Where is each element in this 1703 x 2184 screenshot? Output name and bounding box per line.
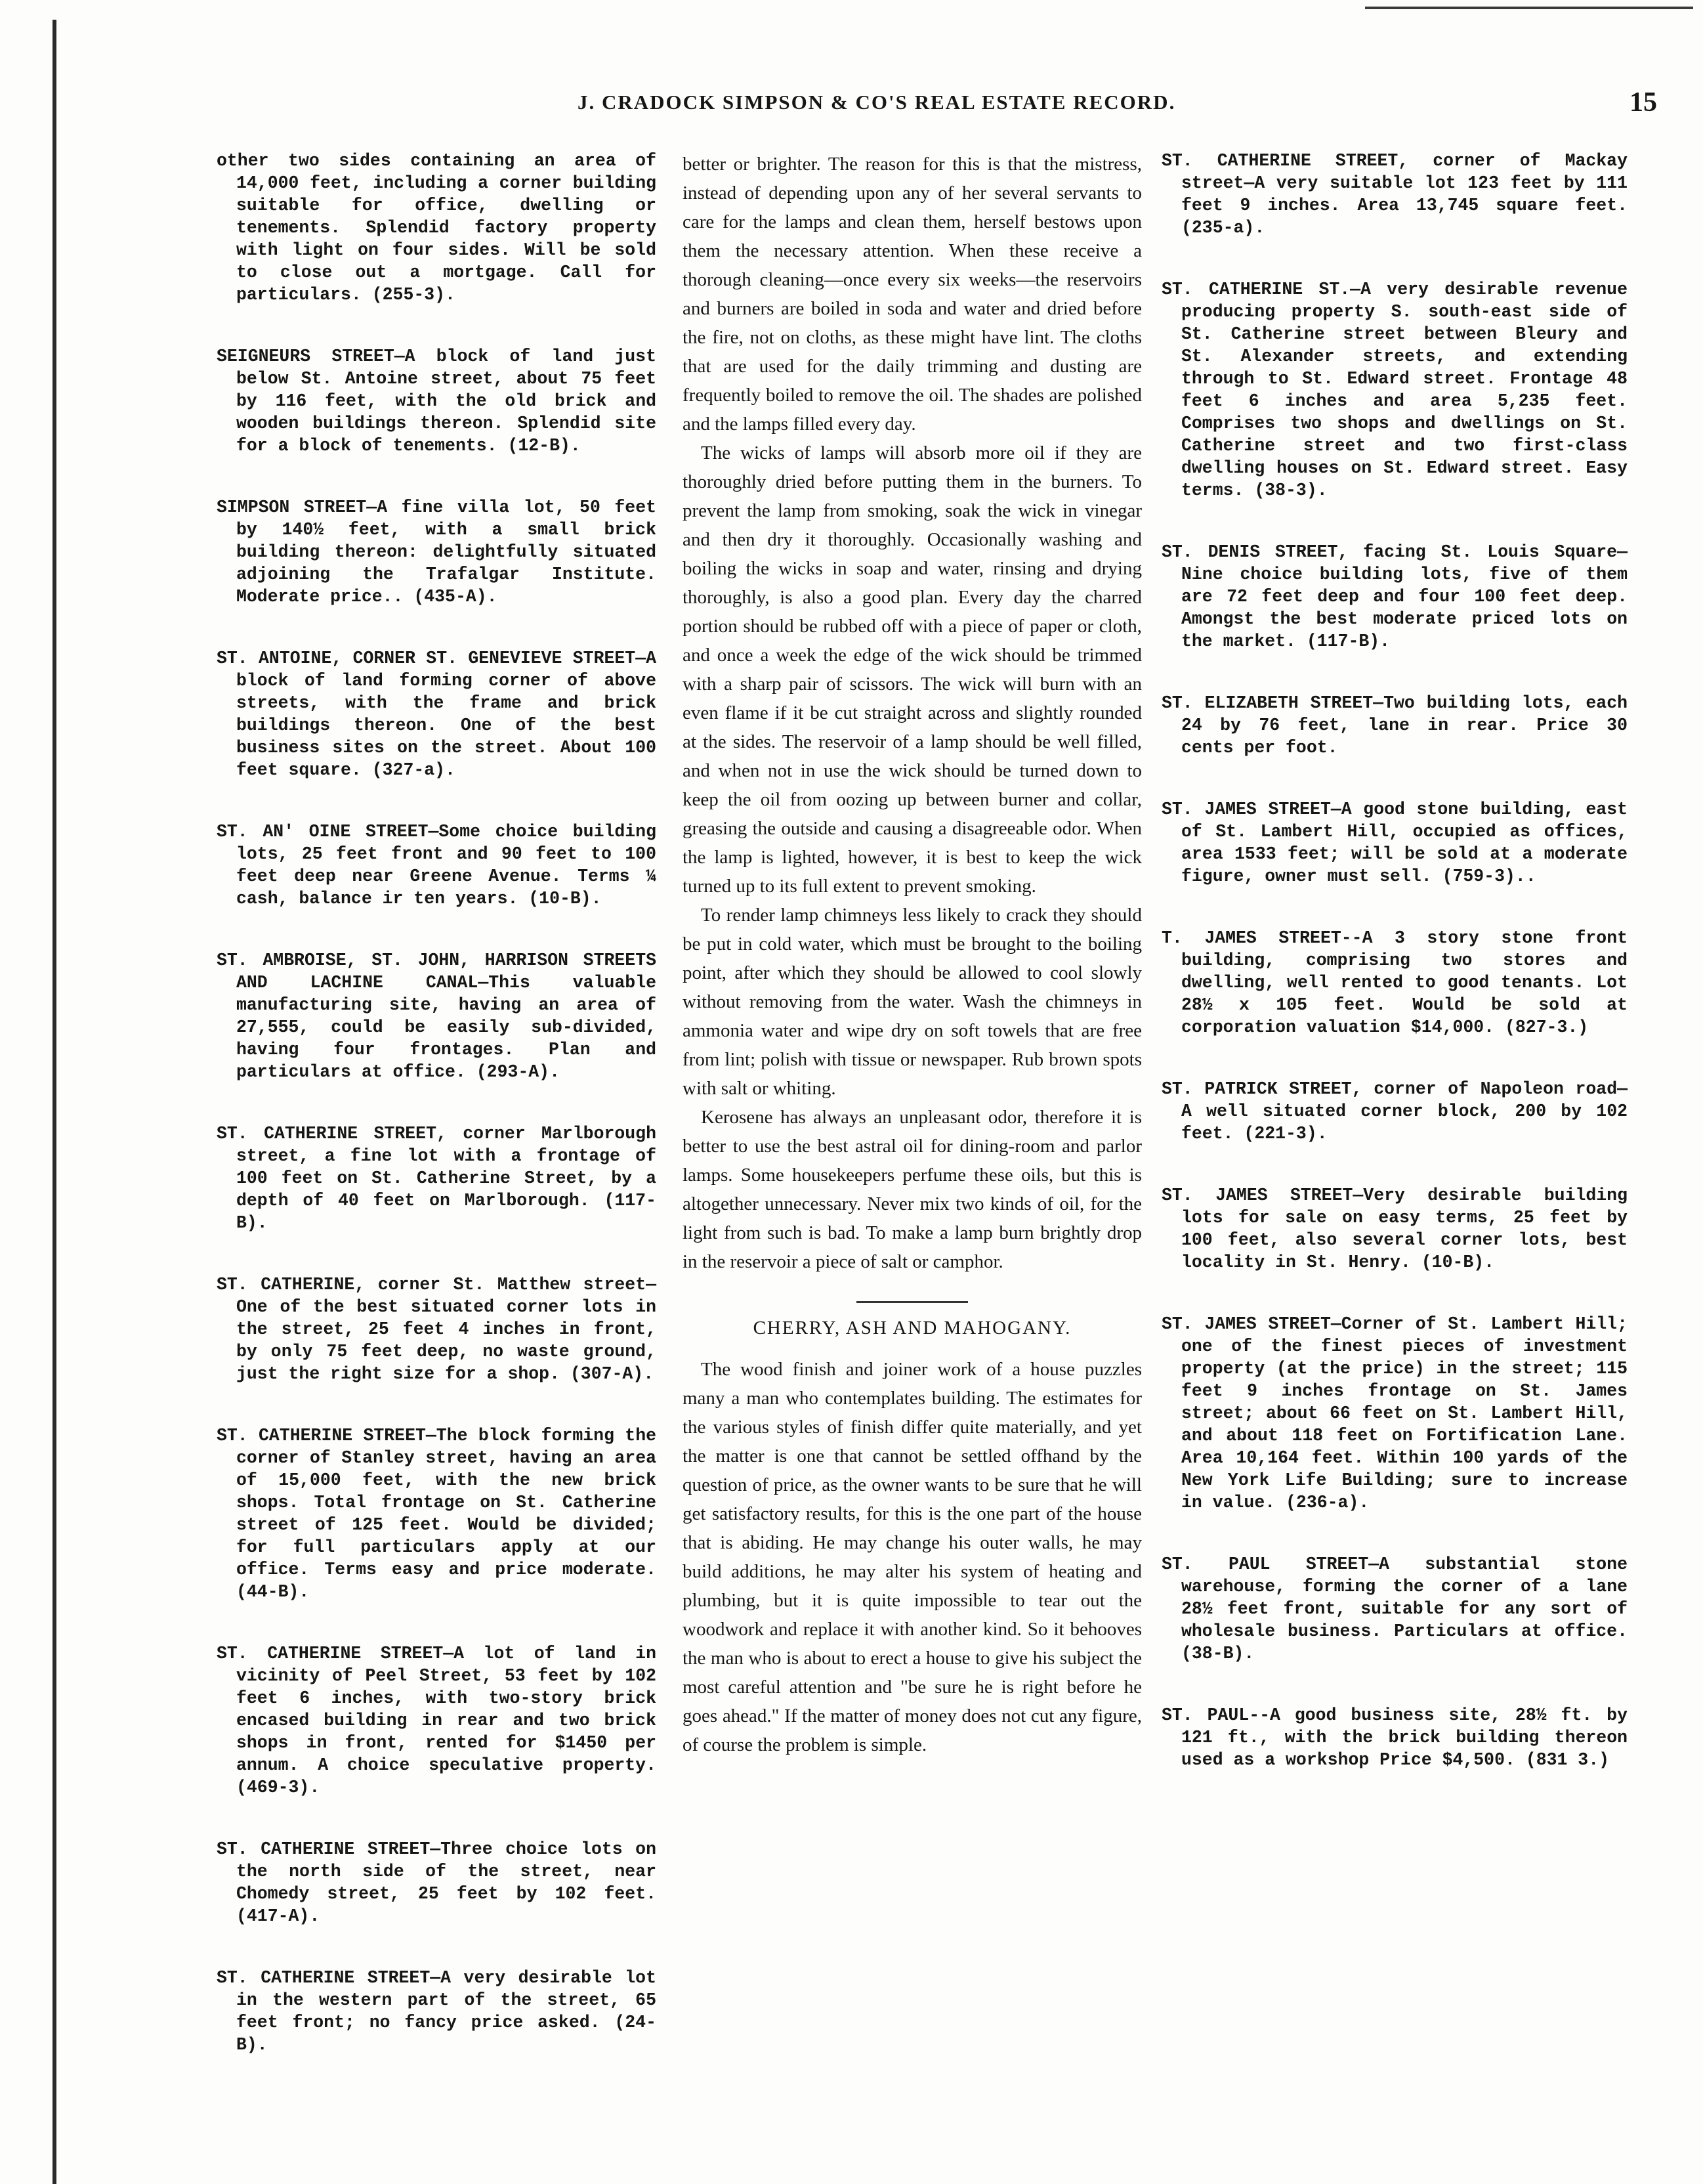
page-header [197,87,1657,130]
article-paragraph: The wicks of lamps will absorb more oil if they are thoroughly dried before putting them in the burners. To prevent the lamp from smoking, soak the wick in vinegar and then dry it thoroughly. Occasionally washing and boiling the wicks in soap and water, rinsing and drying thoroughly, is also a good plan. Every day the charred portion should be rubbed off with a piece of paper or cloth, and once a week the edge of the wick should be trimmed with a sharp pair of scissors. The wick will burn with an even flame if it be cut straight across and slightly rounded at the sides. The reservoir of a lamp should be well filled, and when not in use the wick should be turned down to keep the oil from oozing up between burner and collar, greasing the outside and causing a disagreeable odor. When the lamp is lighted, however, it is best to keep the wick turned up to its full extent to prevent smoking. [683,442,1142,897]
article-paragraph: better or brighter. The reason for this is that the mistress, instead of depending upon any of her several servants to care for the lamps and clean them, herself bestows upon them the necessary attention. When these receive a thorough cleaning—once every six weeks—the reservoirs and burners are boiled in soda and water and dried before the fire, not on cloths, as these might have lint. The cloths that are used for the daily trimming and dusting are frequently boiled to remove the oil. The shades are polished and the lamps filled every day. [683,154,1142,435]
listing [1162,278,1628,502]
listing [217,1642,656,1799]
article-paragraph: To render lamp chimneys less likely to crack they should be put in cold water, which must be brought to the boiling point, after which they should be allowed to cool slowly without removing from the water. Wash the chimneys in ammonia water and wipe dry on soft towels that are free from lint; polish with tissue or newspaper. Rub brown spots with salt or whiting. [683,905,1142,1099]
listing-head: ST. JAMES STREET [1162,800,1331,819]
listing [217,949,656,1083]
listing [217,821,656,910]
listing-body: --A good business site, 28½ ft. by 121 ft., with the brick building thereon used as a workshop Price $4,500. (831 3.) [1181,1705,1628,1770]
listing-body: —A substantial stone warehouse, forming the corner of a lane 28½ feet front, suitable for any sort of wholesale business. Particulars at office. (38-B). [1181,1554,1628,1663]
listing-head: SEIGNEURS STREET [217,347,394,366]
listing [1162,541,1628,653]
page-number: 15 [1629,87,1657,118]
column-1 [217,150,656,2095]
listing [1162,798,1628,888]
listing-body: —A very desirable revenue producing property S. south-east side of St. Catherine street between Bleury and St. Alexander streets, and extending through to St. Edward street. Frontage 48 feet 6 inches and area 5,235 feet. Comprises two shops and dwellings on St. Catherine street and two first-class dwelling houses on St. Edward street. Easy terms. (38-3). [1181,280,1628,500]
listing-head: T. JAMES STREET [1162,928,1341,948]
listing-body: --A 3 story stone front building, comprising two stores and dwelling, well rented to good tenants. Lot 28½ x 105 feet. Would be sold at corporation valuation $14,000. (827-3.) [1181,928,1628,1037]
listing-body: , corner Marlborough street, a fine lot with a frontage of 100 feet on St. Catherine Street, by a depth of 40 feet on Marlborough. (117-B). [236,1124,656,1233]
listing-body: —A fine villa lot, 50 feet by 140½ feet, with a small brick building thereon: delightfully situated adjoining the Trafalgar Institute. Moderate price.. (435-A). [236,498,657,607]
listing [1162,1078,1628,1145]
article-paragraph: The wood finish and joiner work of a house puzzles many a man who contemplates building. The estimates for the various styles of finish differ quite materially, and yet the matter is one that cannot be settled offhand by the question of price, as the owner wants to be sure that he will get satisfactory results, for this is the one part of the house that is abiding. He may change his outer walls, he may build additions, he may alter his system of heating and plumbing, but it is quite impossible to tear out the woodwork and replace it with another kind. So it behooves the man who is about to erect a house to give his subject the most careful attention and "be sure he is right before he goes ahead." If the matter of money does not cut any figure, of course the problem is simple. [683,1359,1142,1755]
listing [1162,927,1628,1038]
listing-body: —A very desirable lot in the western part of the street, 65 feet front; no fancy price asked. (24-B). [236,1968,656,2055]
page-title: J. CRADOCK SIMPSON & CO'S REAL ESTATE RECORD. [578,91,1176,114]
listing-head: ST. CATHERINE [217,1275,355,1295]
article-subheading: CHERRY, ASH AND MAHOGANY. [753,1317,1072,1338]
listing-head: ST. ANTOINE, CORNER ST. GENEVIEVE STREET [217,649,636,668]
column-3 [1162,150,1628,1810]
listing [217,647,656,781]
listing [1162,692,1628,759]
listing-body: —Three choice lots on the north side of the street, near Chomedy street, 25 feet by 102 feet. (417-A). [236,1839,656,1926]
listing [1162,150,1628,239]
listing-body: —Very desirable building lots for sale on easy terms, 25 feet by 100 feet, also several corner lots, best locality in St. Henry. (10-B). [1181,1186,1628,1272]
listing [217,150,656,306]
listing-body: —A block of land just below St. Antoine street, about 75 feet by 116 feet, with the old brick and wooden buildings thereon. Splendid site for a block of tenements. (12-B). [236,347,656,456]
listing-head: ST. AMBROISE, ST. JOHN, HARRISON STREETS AND LACHINE CANAL [217,951,656,993]
listing-head: ST. ELIZABETH STREET [1162,693,1374,713]
listing-head: ST. CATHERINE STREET [217,1968,431,1988]
listing [1162,1704,1628,1771]
listing-body: other two sides containing an area of 14,000 feet, including a corner building suitable for office, dwelling or tenements. Splendid factory property with light on four sides. Will be sold to close out a mortgage. Call for particulars. (255-3). [217,151,656,305]
listing-body: —Two building lots, each 24 by 76 feet, lane in rear. Price 30 cents per foot. [1181,693,1628,758]
listing [1162,1184,1628,1274]
listing-head: ST. PATRICK STREET [1162,1079,1352,1099]
listing [217,1123,656,1234]
section-divider [856,1301,968,1303]
listing-head: ST. PAUL [1162,1705,1250,1725]
listing-head: SIMPSON STREET [217,498,367,517]
article-paragraph: Kerosene has always an unpleasant odor, therefore it is better to use the best astral oil for dining-room and parlor lamps. Some housekeepers perfume these oils, but this is altogether unnecessary. Never mix two kinds of oil, for the light from such is bad. To make a lamp burn brightly drop in the reservoir a piece of salt or camphor. [683,1107,1142,1272]
listing-body: , corner of Mackay street—A very suitable lot 123 feet by 111 feet 9 inches. Area 13,745 square feet. (235-a). [1181,151,1628,238]
listing-head: ST. PAUL STREET [1162,1554,1369,1574]
listing [217,345,656,457]
listing-head: ST. CATHERINE STREET [1162,151,1398,171]
listing-body: , corner of Napoleon road—A well situated corner block, 200 by 102 feet. (221-3). [1181,1079,1628,1144]
listing-body: —A lot of land in vicinity of Peel Street, 53 feet by 102 feet 6 inches, with two-story brick encased building in rear and two brick shops in front, rented for $1450 per annum. A choice speculative property. (469-3). [236,1644,656,1797]
listing-head: ST. CATHERINE STREET [217,1124,436,1144]
column-2-article [683,150,1142,1759]
listing-head: ST. AN' OINE STREET [217,822,429,842]
listing-body: —Some choice building lots, 25 feet front and 90 feet to 100 feet deep near Greene Avenue. Terms ¼ cash, balance ir ten years. (10-B). [236,822,656,909]
binding-edge [53,20,56,2184]
listing-body: —The block forming the corner of Stanley street, having an area of 15,000 feet, with the new brick shops. Total frontage on St. Catherine street of 125 feet. Would be divided; for full particulars apply at our office. Terms easy and price moderate. (44-B). [236,1426,656,1602]
listing [217,1274,656,1385]
listing-body: , corner St. Matthew street—One of the best situated corner lots in the street, 25 feet 4 inches in front, by only 75 feet deep, no waste ground, just the right size for a shop. (307-A). [236,1275,657,1384]
listing [217,1424,656,1603]
listing-body: —This valuable manufacturing site, having an area of 27,555, could be easily sub-divided, having four frontages. Plan and particulars at office. (293-A). [236,973,656,1082]
listing-head: ST. JAMES STREET [1162,1314,1331,1334]
listing [217,496,656,608]
listing-head: ST. CATHERINE STREET [217,1839,431,1859]
listing-head: ST. CATHERINE STREET [217,1426,426,1445]
listing-body: —Corner of St. Lambert Hill; one of the finest pieces of investment property (at the price) in the street; 115 feet 9 inches frontage on St. James street; about 66 feet on St. Lambert Hill, and about 118 feet on Fortification Lane. Area 10,164 feet. Within 100 yards of the New York Life Building; sure to increase in value. (236-a). [1181,1314,1628,1512]
listing-head: ST. CATHERINE ST. [1162,280,1351,299]
listing [217,1838,656,1927]
listing-head: ST. DENIS STREET [1162,542,1338,562]
listing-body: , facing St. Louis Square—Nine choice building lots, five of them are 72 feet deep and four 100 feet deep. Amongst the best moderate priced lots on the market. (117-B). [1181,542,1628,651]
listing [217,1967,656,2056]
listing-head: ST. CATHERINE STREET [217,1644,444,1663]
listing [1162,1553,1628,1665]
listing-head: ST. JAMES STREET [1162,1186,1353,1205]
top-rule [1365,7,1693,9]
listing-body: —A block of land forming corner of above streets, with the frame and brick buildings thereon. One of the best business sites on the street. About 100 feet square. (327-a). [236,649,656,780]
listing-body: —A good stone building, east of St. Lambert Hill, occupied as offices, area 1533 feet; will be sold at a moderate figure, owner must sell. (759-3).. [1181,800,1628,886]
listing [1162,1313,1628,1514]
